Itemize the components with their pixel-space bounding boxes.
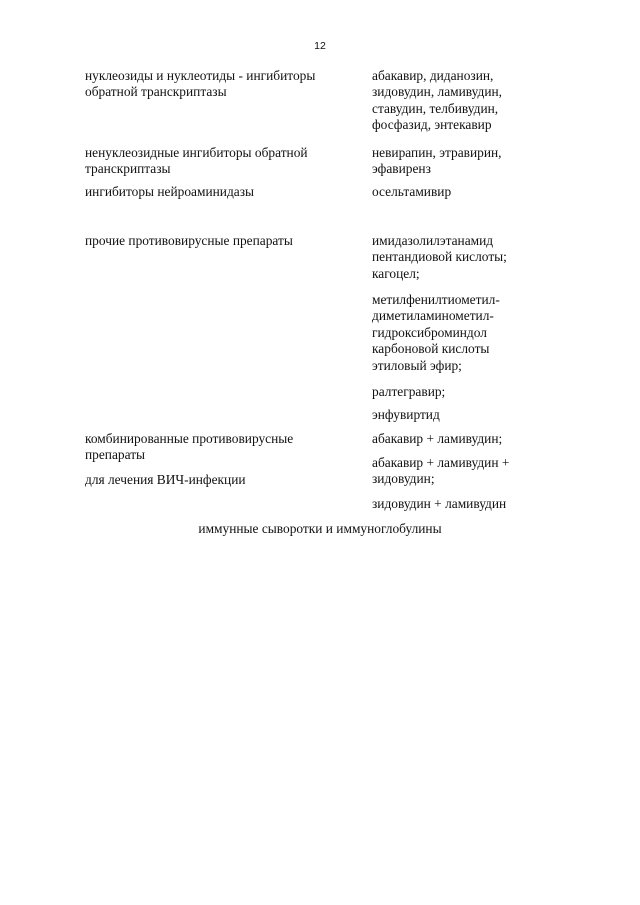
drug-list-neuraminidase: осельтамивир [372,184,452,199]
page-number: 12 [314,40,326,52]
drug-item-enfuvirtide: энфувиртид [372,407,440,422]
drug-list-non-nucleoside: невирапин, этравирин, эфавиренз [372,145,502,177]
drug-group-other-antivirals: прочие противовирусные препараты [85,233,293,248]
drug-item-imidazolylethanamide: имидазолилэтанамид пентандиовой кислоты; кагоцел; [372,233,507,281]
drug-item-zidovudine-lamivudine: зидовудин + ламивудин [372,496,507,511]
drug-item-raltegravir: ралтегравир; [372,384,446,399]
section-heading-immune-sera: иммунные сыворотки и иммуноглобулины [198,521,442,536]
drug-group-combined-antivirals-purpose: для лечения ВИЧ-инфекции [85,472,246,487]
drug-item-abacavir-lamivudine: абакавир + ламивудин; [372,431,503,446]
drug-group-combined-antivirals: комбинированные противовирусные препараты [85,431,294,463]
drug-item-methylphenylthiomethyl: метилфенилтиометил- диметиламинометил- гидроксиброминдол карбоновой кислоты этиловый эфир; [372,292,500,373]
drug-group-neuraminidase: ингибиторы нейроаминидазы [85,184,255,199]
drug-item-abacavir-lamivudine-zidovudine: абакавир + ламивудин + зидовудин; [372,455,510,487]
drug-group-non-nucleoside: ненуклеозидные ингибиторы обратной транскриптазы [85,145,308,177]
drug-list-nucleosides: абакавир, диданозин, зидовудин, ламивудин, ставудин, телбивудин, фосфазид, энтекавир [372,68,502,133]
drug-group-nucleosides: нуклеозиды и нуклеотиды - ингибиторы обратной транскриптазы [85,68,316,100]
